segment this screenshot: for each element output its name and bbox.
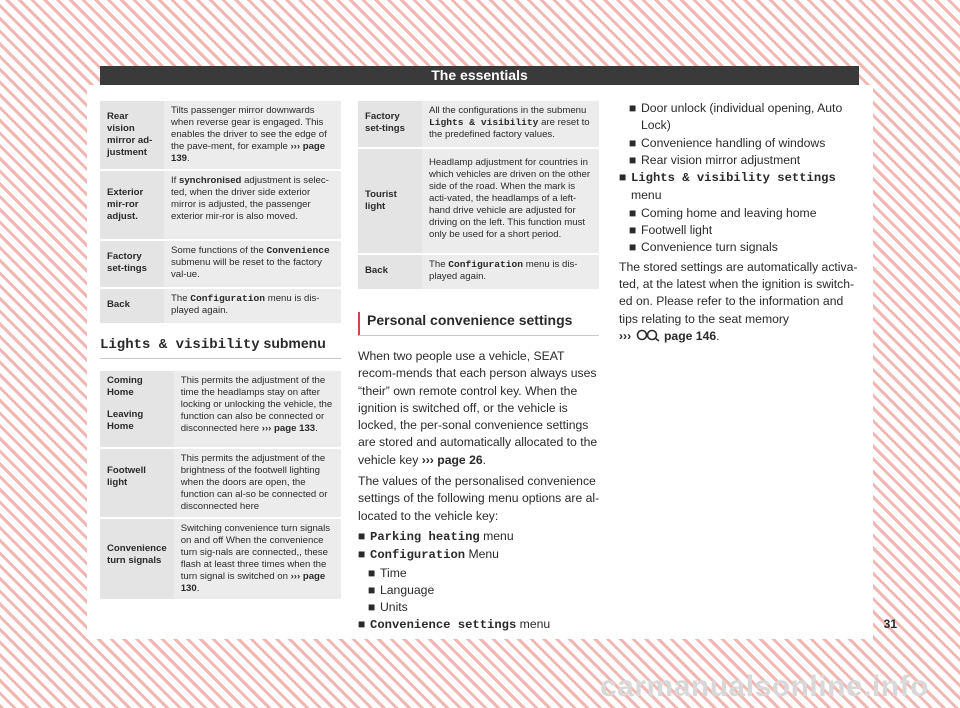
key-text: Rear vision mirror ad-justment <box>107 111 153 158</box>
table-row <box>100 518 341 599</box>
list-item <box>619 239 859 256</box>
bullet: ■ <box>629 101 637 115</box>
key-text: Exterior mir-ror adjust. <box>107 187 144 222</box>
key-text: Coming Home <box>107 375 143 398</box>
row-key <box>100 240 164 288</box>
value-term: Lights & visibility <box>429 117 539 128</box>
table-row <box>100 448 341 518</box>
value-pre: Some functions of the <box>171 245 264 256</box>
list-item <box>619 100 859 135</box>
item-label: Door unlock (individual opening, Auto Lock) <box>641 101 843 133</box>
key-text: Footwell light <box>107 465 146 488</box>
row-key <box>100 288 164 323</box>
menu-term: Parking heating <box>370 529 480 544</box>
row-key <box>358 148 422 254</box>
bullet: ■ <box>368 600 376 615</box>
page-ref[interactable]: ››› page 133 <box>261 423 316 434</box>
key-text: Convenience turn signals <box>107 543 167 566</box>
list-item <box>358 599 602 616</box>
page-header: The essentials <box>100 66 859 85</box>
value-pre: The <box>429 259 446 270</box>
bullet: ■ <box>629 240 637 255</box>
table-row <box>100 371 341 448</box>
personal-settings-text <box>358 348 602 635</box>
table-row <box>100 170 341 240</box>
heading-label: submenu <box>263 335 326 351</box>
bullet: ■ <box>629 223 637 238</box>
page-ref[interactable]: ››› page 139 <box>171 141 326 164</box>
value-term: synchronised <box>179 175 242 186</box>
item-label: menu <box>631 188 662 203</box>
page-number: 31 <box>883 617 897 631</box>
key-text-2: Leaving Home <box>107 409 144 432</box>
item-label: Time <box>380 565 407 580</box>
paragraph <box>358 473 602 525</box>
list-item <box>619 152 859 169</box>
paragraph-text: The stored settings are automatically activa-ted, at the latest when the ignition is switch-ed on. Please refer to the information and tips relating to the seat memory <box>619 259 858 326</box>
row-key <box>100 101 164 170</box>
row-value <box>422 101 599 148</box>
paragraph-text: When two people use a vehicle, SEAT recom-mends that each person always uses “their” own remote control key. When the ignition is switched off, or the vehicle is locked, the per-sonal convenience settings are stored and automatically allocated to the vehicle key <box>358 349 598 467</box>
list-item <box>619 135 859 152</box>
item-label: Units <box>380 600 408 615</box>
row-value <box>164 101 341 170</box>
bullet: ■ <box>629 135 637 150</box>
bullet: ■ <box>629 205 637 220</box>
list-item <box>358 546 602 564</box>
section-heading-lights <box>100 335 341 359</box>
value-text: This permits the adjustment of the brightness of the footwell lighting when the doors are open, the function can al-so be connected or disconnected here <box>180 453 328 512</box>
table-row <box>358 254 599 289</box>
menu-term: Lights & visibility settings <box>631 171 836 186</box>
value-text: adjustment is selec-ted, when the driver side exterior mirror is adjusted, the passenger exterior mir-ror is also moved. <box>171 175 329 222</box>
list-item <box>619 205 859 222</box>
page-ref[interactable]: ››› page 130 <box>180 571 326 594</box>
value-text: are reset to the predefined factory values. <box>429 117 590 140</box>
info-icon <box>635 328 661 347</box>
paragraph: When two people use a vehicle, SEAT recom-mends that each person always uses “their” own remote control key. When the ignition is switched off, or the vehicle is locked, the per-sonal convenience settings are stored and automatically allocated to the vehicle key ››› page 26. <box>358 349 598 467</box>
item-label: Convenience handling of windows <box>641 135 826 150</box>
key-text: Back <box>365 265 388 276</box>
value-text: menu is dis-played again. <box>171 293 320 316</box>
value-pre: All the configurations in the submenu <box>429 105 587 116</box>
row-key <box>358 254 422 289</box>
menu-term: Convenience settings <box>370 618 517 633</box>
table-row <box>100 240 341 288</box>
value-term: Configuration <box>190 293 266 304</box>
paragraph: The stored settings are automatically activa-ted, at the latest when the ignition is switch-ed on. Please refer to the information and tips relating to the seat memory ››› page 146. <box>619 259 859 347</box>
menu-term: Configuration <box>370 548 466 563</box>
item-label: Footwell light <box>641 223 713 238</box>
table-row <box>100 101 341 170</box>
row-value <box>174 448 341 518</box>
ref-arrow: ››› <box>619 328 632 343</box>
row-key <box>358 101 422 148</box>
row-value <box>164 170 341 240</box>
section-heading-personal: Personal convenience settings <box>358 312 599 336</box>
row-value <box>422 148 599 254</box>
tail: . <box>315 423 318 434</box>
item-label: Rear vision mirror adjustment <box>641 152 801 167</box>
bullet: ■ <box>629 152 637 167</box>
value-pre: If <box>171 175 177 186</box>
row-key <box>100 371 174 448</box>
page-ref[interactable]: ››› page 26 <box>421 452 483 467</box>
row-value <box>422 254 599 289</box>
bullet: ■ <box>368 565 376 580</box>
row-value <box>164 288 341 323</box>
row-value <box>164 240 341 288</box>
item-label: menu <box>483 528 514 543</box>
value-text: submenu will be reset to the factory val-ue. <box>171 257 322 280</box>
value-text: menu is dis-played again. <box>429 259 578 282</box>
key-text: Factory set-tings <box>107 251 147 274</box>
lights-visibility-table <box>100 371 341 599</box>
stored-settings-text <box>619 100 859 347</box>
paragraph-text: The values of the personalised convenience settings of the following menu options are al-located to the vehicle key: <box>358 474 600 523</box>
list-item <box>358 565 602 582</box>
item-label: Menu <box>468 547 499 562</box>
tail: . <box>196 583 200 594</box>
list-item <box>619 169 859 187</box>
value-text: Headlamp adjustment for countries in which vehicles are driven on the other side of the road. When the mark is acti-vated, the headlamps of a left-hand drive vehicle are adjusted for driving on the left. This function must only be used for a short period. <box>429 157 591 240</box>
row-key <box>100 170 164 240</box>
bullet: ■ <box>358 617 366 632</box>
value-pre: The <box>171 293 188 304</box>
table-row <box>358 148 599 254</box>
list-item <box>619 222 859 239</box>
value-text: Tilts passenger mirror downwards when reverse gear is engaged. This enables the driver to see the edge of the pave-ment, for example <box>171 105 327 152</box>
row-value <box>174 518 341 599</box>
bullet: ■ <box>619 170 627 185</box>
tail: . <box>187 153 190 164</box>
page-ref[interactable]: page 146 <box>663 328 717 343</box>
factory-settings-table <box>358 101 599 289</box>
bullet: ■ <box>368 582 376 597</box>
value-term: Configuration <box>448 259 524 270</box>
heading-term: Lights & visibility <box>100 337 260 353</box>
value-text: Switching convenience turn signals on and off When the convenience turn sig-nals are connected,, these flash at least three times when the turn signal is switched on <box>180 523 331 582</box>
value-term: Convenience <box>266 245 330 256</box>
bullet: ■ <box>358 528 366 543</box>
key-text: Back <box>107 299 130 310</box>
row-key <box>100 448 174 518</box>
row-value <box>174 371 341 448</box>
key-text: Tourist light <box>365 189 397 212</box>
key-text: Factory set-tings <box>365 111 405 134</box>
row-key <box>100 518 174 599</box>
mirror-settings-table <box>100 101 341 323</box>
item-label: Language <box>380 582 435 597</box>
list-item <box>358 616 602 634</box>
bullet: ■ <box>358 547 366 562</box>
table-row <box>100 288 341 323</box>
value-text: This permits the adjustment of the time the headlamps stay on after locking or unlocking the vehicle, the function can also be connected or disconnected here <box>180 375 333 434</box>
list-item <box>358 582 602 599</box>
item-label: Coming home and leaving home <box>641 205 817 220</box>
watermark: carmanualsonline.info <box>600 670 929 703</box>
table-row <box>358 101 599 148</box>
item-label: Convenience turn signals <box>641 240 778 255</box>
list-item <box>358 528 602 546</box>
item-label: menu <box>519 617 551 632</box>
